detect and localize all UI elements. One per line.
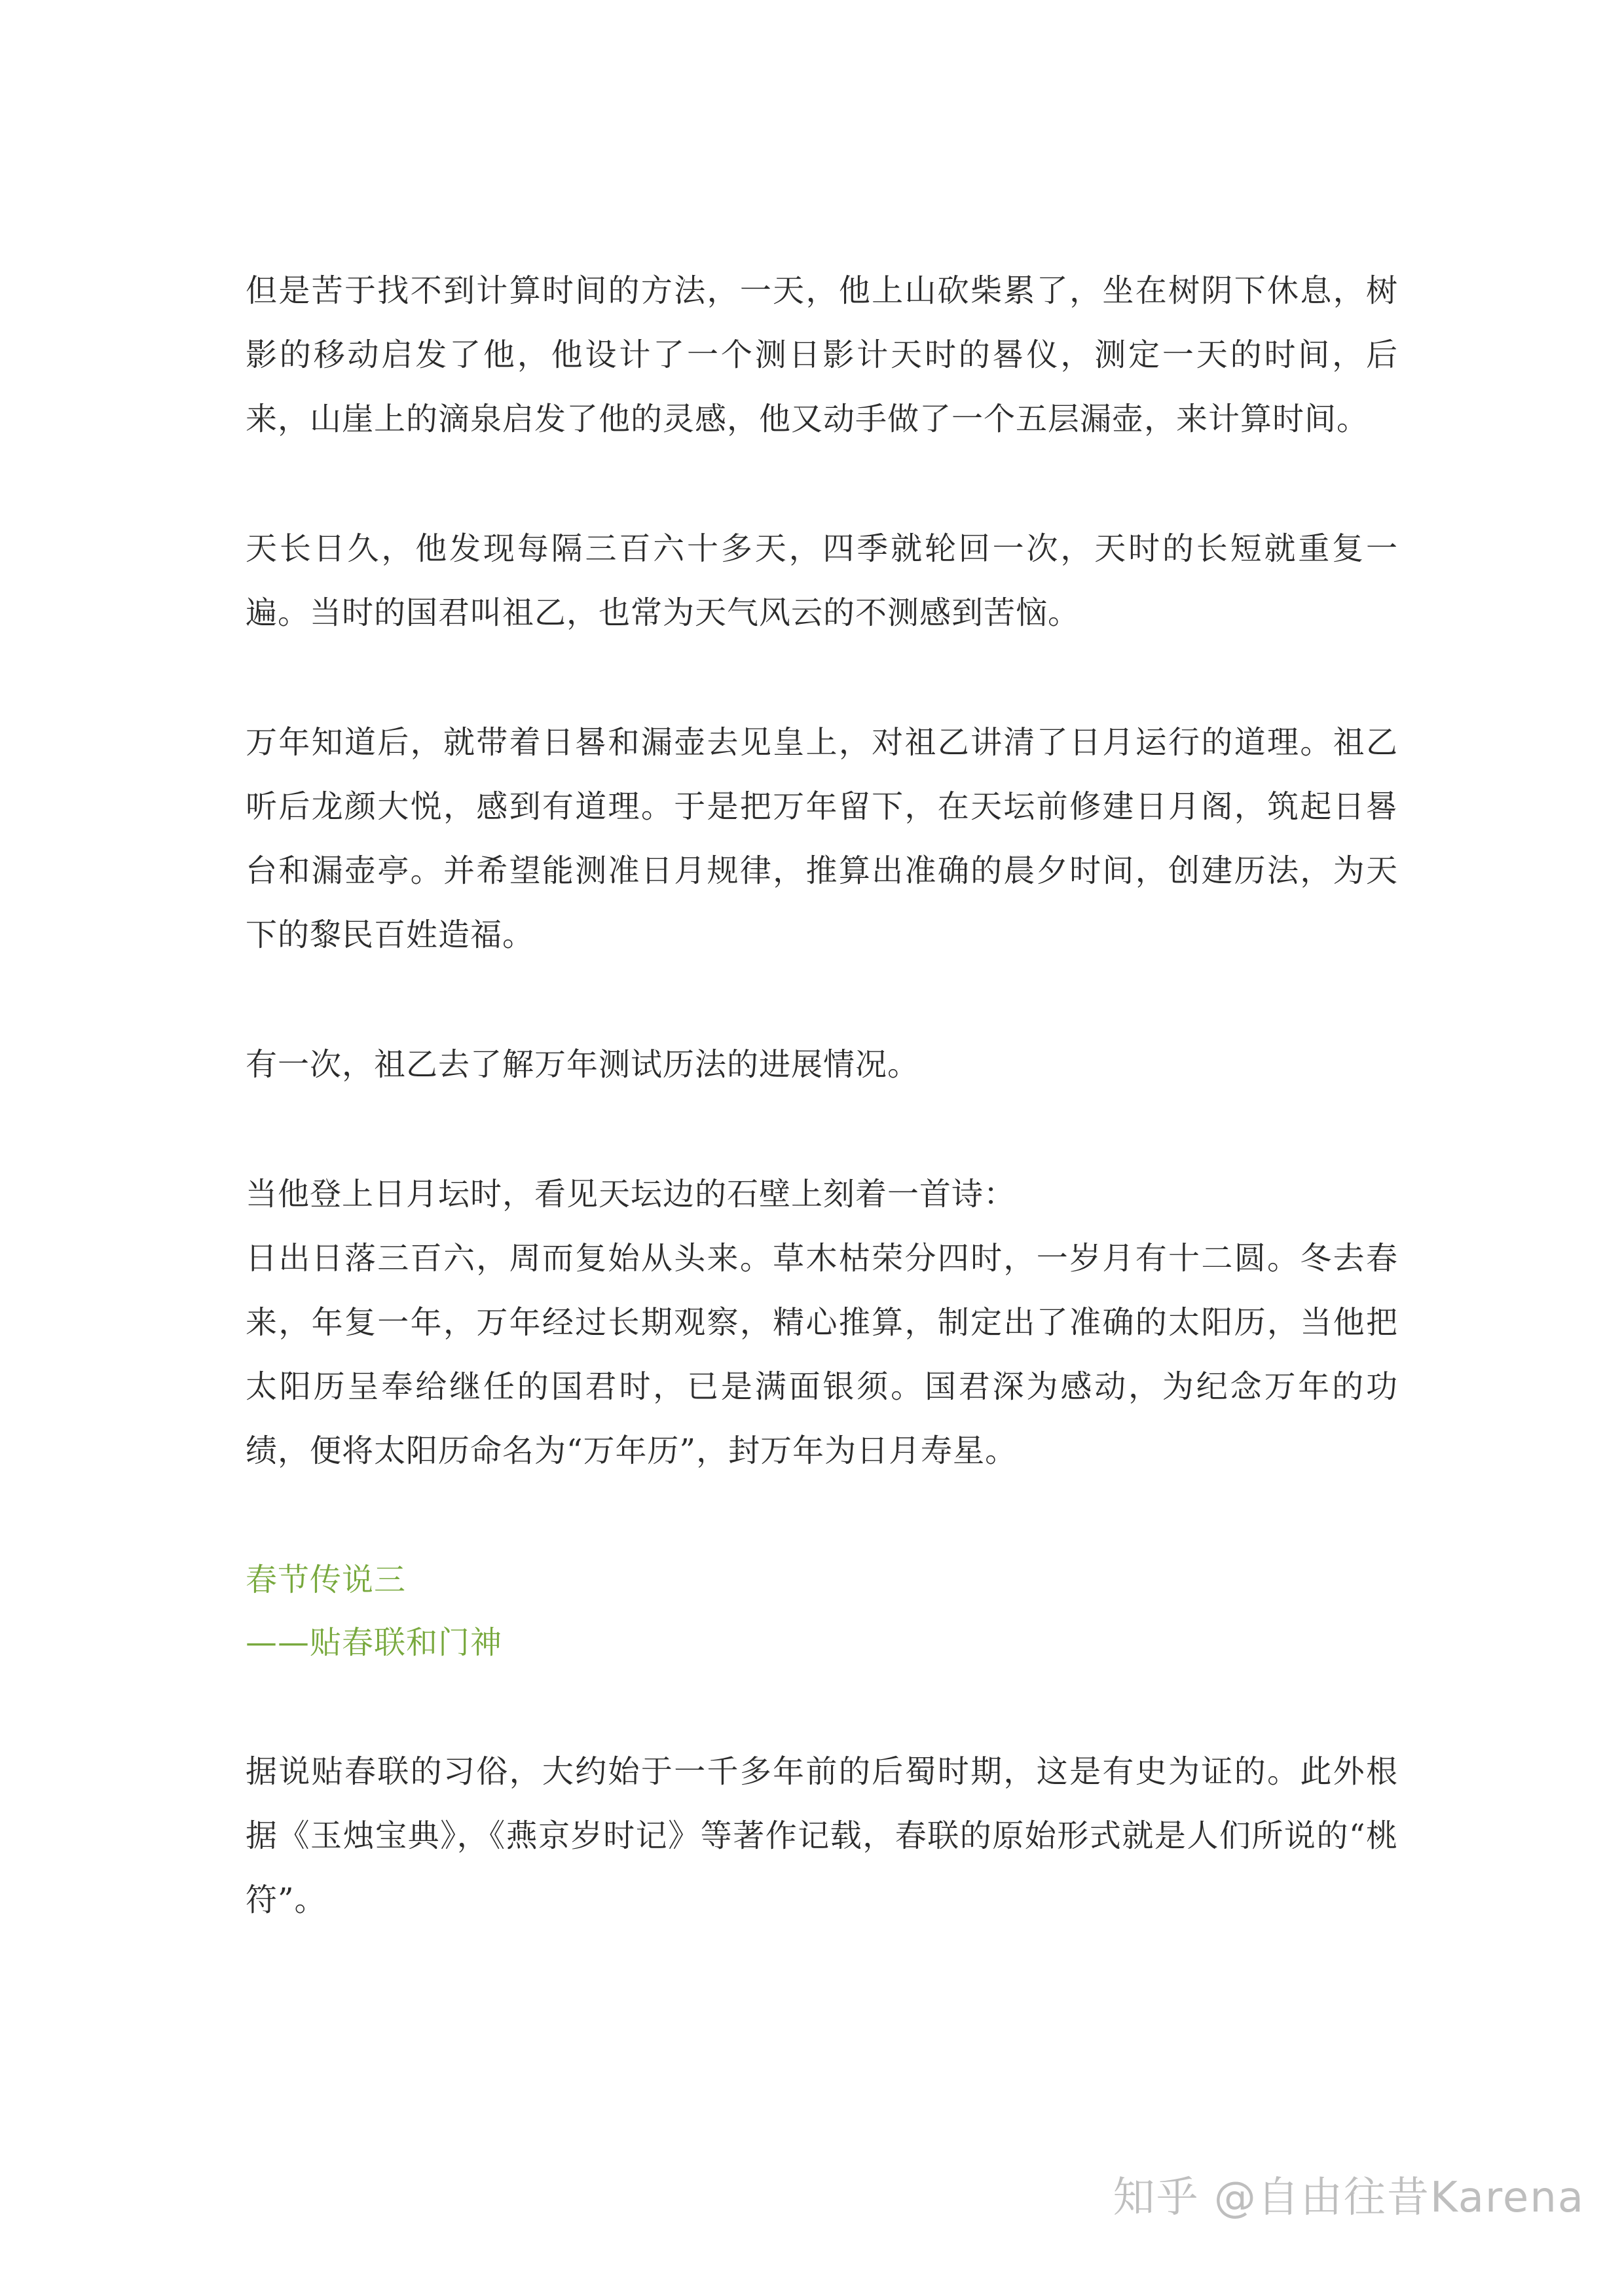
section-title: 春节传说三 [246, 1561, 407, 1598]
paragraph-emperor: 万年知道后，就带着日晷和漏壶去见皇上，对祖乙讲清了日月运行的道理。祖乙听后龙颜大悦，感到有道理。于是把万年留下，在天坛前修建日月阁，筑起日晷台和漏壶亭。并希望能测准日月规律，推算出准确的晨夕时间，创建历法，为天下的黎民百姓造福。 [246, 724, 1398, 953]
paragraph-seasons: 天长日久，他发现每隔三百六十多天，四季就轮回一次，天时的长短就重复一遍。当时的国君叫祖乙，也常为天气风云的不测感到苦恼。 [246, 530, 1398, 631]
paragraph-poem-calendar: 日出日落三百六，周而复始从头来。草木枯荣分四时，一岁月有十二圆。冬去春来，年复一年，万年经过长期观察，精心推算，制定出了准确的太阳历，当他把太阳历呈奉给继任的国君时，已是满面银须。国君深为感动，为纪念万年的功绩，便将太阳历命名为“万年历”，封万年为日月寿星。 [246, 1240, 1398, 1469]
paragraph-poem-intro: 当他登上日月坛时，看见天坛边的石壁上刻着一首诗： [246, 1176, 1016, 1212]
article-body [246, 259, 1398, 1997]
paragraph-couplets: 据说贴春联的习俗，大约始于一千多年前的后蜀时期，这是有史为证的。此外根据《玉烛宝典》，《燕京岁时记》等著作记载，春联的原始形式就是人们所说的“桃符”。 [246, 1753, 1398, 1918]
section-subtitle: ——贴春联和门神 [246, 1624, 503, 1661]
paragraph-sundial: 但是苦于找不到计算时间的方法，一天，他上山砍柴累了，坐在树阴下休息，树影的移动启发了他，他设计了一个测日影计天时的晷仪，测定一天的时间，后来，山崖上的滴泉启发了他的灵感，他又动手做了一个五层漏壶，来计算时间。 [246, 272, 1398, 437]
zhihu-watermark: 知乎 @自由往昔Karena [1113, 2174, 1585, 2222]
paragraph-visit: 有一次，祖乙去了解万年测试历法的进展情况。 [246, 1046, 920, 1083]
